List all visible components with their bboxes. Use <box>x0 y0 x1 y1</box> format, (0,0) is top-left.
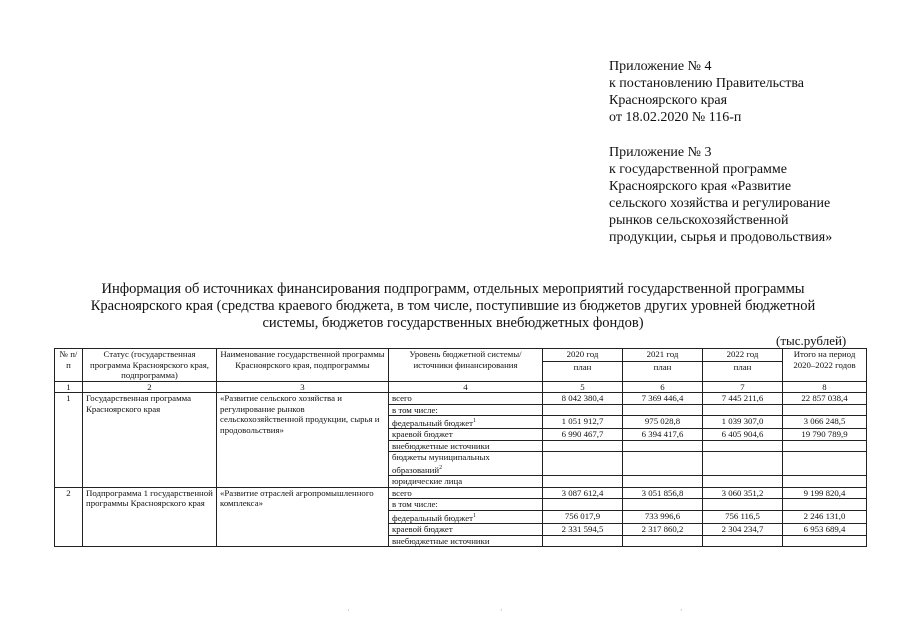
column-number-row <box>55 381 867 393</box>
table-row <box>55 487 867 499</box>
group-name: «Развитие отраслей агропромышленного комплекса» <box>217 487 389 546</box>
value-2020: 756 017,9 <box>543 510 623 523</box>
header-2021: 2021 год <box>623 349 703 362</box>
col-number: 3 <box>217 381 389 393</box>
header-level: Уровень бюджетной системы/источники финансирования <box>389 349 543 382</box>
group-num: 1 <box>55 393 83 488</box>
value-2021 <box>623 440 703 452</box>
group-num: 2 <box>55 487 83 546</box>
appendix-line: к государственной программе <box>609 162 787 177</box>
table-row <box>55 393 867 405</box>
title-line: системы, бюджетов государственных внебюджетных фондов) <box>262 315 644 331</box>
value-2021: 7 369 446,4 <box>623 393 703 405</box>
financing-level-label: федеральный бюджет <box>392 512 473 523</box>
value-2022 <box>703 452 783 476</box>
financing-level <box>389 404 543 416</box>
financing-level-label: в том числе: <box>392 499 438 510</box>
financing-level <box>389 487 543 499</box>
value-2022: 7 445 211,6 <box>703 393 783 405</box>
value-2022: 1 039 307,0 <box>703 416 783 429</box>
appendix-line: Красноярского края <box>609 93 728 108</box>
financing-level <box>389 510 543 523</box>
financing-level-label: внебюджетные источники <box>392 440 490 451</box>
value-2020 <box>543 440 623 452</box>
value-2022: 3 060 351,2 <box>703 487 783 499</box>
value-total: 22 857 038,4 <box>783 393 867 405</box>
value-2022 <box>703 499 783 511</box>
value-2021: 2 317 860,2 <box>623 524 703 536</box>
appendix-line: от 18.02.2020 № 116-п <box>609 110 742 125</box>
financing-level <box>389 440 543 452</box>
col-number: 2 <box>83 381 217 393</box>
value-total <box>783 535 867 547</box>
appendix-line: к постановлению Правительства <box>609 76 805 91</box>
value-2021 <box>623 404 703 416</box>
header-total: Итого на период 2020–2022 годов <box>783 349 867 382</box>
value-2020: 8 042 380,4 <box>543 393 623 405</box>
col-number: 8 <box>783 381 867 393</box>
value-2021: 733 996,6 <box>623 510 703 523</box>
financing-level <box>389 476 543 488</box>
value-2022 <box>703 440 783 452</box>
financing-level <box>389 524 543 536</box>
value-2022 <box>703 404 783 416</box>
value-total <box>783 440 867 452</box>
table-body <box>55 393 867 547</box>
appendix-line: Красноярского края «Развитие <box>609 179 792 194</box>
document-title <box>55 281 851 332</box>
financing-level-label: в том числе: <box>392 404 438 415</box>
value-total: 2 246 131,0 <box>783 510 867 523</box>
col-number: 1 <box>55 381 83 393</box>
col-number: 6 <box>623 381 703 393</box>
header-2020: 2020 год <box>543 349 623 362</box>
appendix-3-header <box>609 144 832 246</box>
financing-level-label: краевой бюджет <box>392 429 453 440</box>
header-num: № п/п <box>55 349 83 382</box>
value-2020 <box>543 499 623 511</box>
group-status: Подпрограмма 1 государственной программы Красноярского края <box>83 487 217 546</box>
header-plan: план <box>623 361 703 381</box>
financing-level <box>389 452 543 476</box>
financing-level <box>389 393 543 405</box>
value-2021 <box>623 535 703 547</box>
title-line: Информация об источниках финансирования подпрограмм, отдельных мероприятий государственной программы <box>101 281 805 297</box>
financing-level <box>389 535 543 547</box>
value-total <box>783 452 867 476</box>
value-total: 6 953 689,4 <box>783 524 867 536</box>
financing-table <box>54 348 867 547</box>
value-2022 <box>703 535 783 547</box>
header-plan: план <box>543 361 623 381</box>
value-2020: 1 051 912,7 <box>543 416 623 429</box>
appendix-line: продукции, сырья и продовольствия» <box>609 230 833 245</box>
footnote-marker: 1 <box>472 418 476 424</box>
financing-level-label: юридические лица <box>392 476 463 487</box>
value-2020 <box>543 535 623 547</box>
value-2020 <box>543 404 623 416</box>
value-2021 <box>623 499 703 511</box>
value-total: 3 066 248,5 <box>783 416 867 429</box>
financing-level-label: всего <box>392 393 412 403</box>
scan-artifact: · <box>500 606 503 615</box>
value-2021 <box>623 452 703 476</box>
col-number: 4 <box>389 381 543 393</box>
value-2022 <box>703 476 783 488</box>
units-label: (тыс.рублей) <box>776 333 847 348</box>
financing-level-label: федеральный бюджет <box>392 417 473 428</box>
value-2021 <box>623 476 703 488</box>
value-2021: 975 028,8 <box>623 416 703 429</box>
group-name: «Развитие сельского хозяйства и регулирование рынков сельскохозяйственной продукции, сырья и продовольствия» <box>217 393 389 488</box>
value-2020 <box>543 452 623 476</box>
value-total: 9 199 820,4 <box>783 487 867 499</box>
scan-artifact: · <box>347 606 350 615</box>
header-2022: 2022 год <box>703 349 783 362</box>
footnote-marker: 2 <box>439 464 443 471</box>
header-plan: план <box>703 361 783 381</box>
group-status: Государственная программа Красноярского края <box>83 393 217 488</box>
financing-level <box>389 499 543 511</box>
financing-level-label: бюджеты муниципальных образований <box>392 452 490 475</box>
appendix-4-header <box>609 58 804 126</box>
value-total <box>783 499 867 511</box>
financing-level-label: краевой бюджет <box>392 524 453 535</box>
value-total <box>783 476 867 488</box>
scan-artifact: · <box>680 606 683 615</box>
value-2020 <box>543 476 623 488</box>
value-2020: 2 331 594,5 <box>543 524 623 536</box>
appendix-line: сельского хозяйства и регулирование <box>609 196 831 211</box>
appendix-line: Приложение № 4 <box>609 59 712 74</box>
value-2022: 756 116,5 <box>703 510 783 523</box>
value-2021: 6 394 417,6 <box>623 429 703 441</box>
col-number: 5 <box>543 381 623 393</box>
value-2022: 6 405 904,6 <box>703 429 783 441</box>
financing-level-label: всего <box>392 487 412 498</box>
financing-level <box>389 429 543 441</box>
header-row <box>55 349 867 362</box>
value-2021: 3 051 856,8 <box>623 487 703 499</box>
header-status: Статус (государственная программа Красноярского края, подпрограмма) <box>83 349 217 382</box>
value-total <box>783 404 867 416</box>
value-2020: 3 087 612,4 <box>543 487 623 499</box>
footnote-marker: 1 <box>472 512 476 519</box>
value-2022: 2 304 234,7 <box>703 524 783 536</box>
title-line: Красноярского края (средства краевого бюджета, в том числе, поступившие из бюджетов других уровней бюджетной <box>90 298 816 314</box>
financing-level-label: внебюджетные источники <box>392 535 490 546</box>
col-number: 7 <box>703 381 783 393</box>
appendix-line: рынков сельскохозяйственной <box>609 213 789 228</box>
appendix-line: Приложение № 3 <box>609 145 712 160</box>
value-total: 19 790 789,9 <box>783 429 867 441</box>
financing-level <box>389 416 543 429</box>
header-name: Наименование государственной программы Красноярского края, подпрограммы <box>217 349 389 382</box>
value-2020: 6 990 467,7 <box>543 429 623 441</box>
